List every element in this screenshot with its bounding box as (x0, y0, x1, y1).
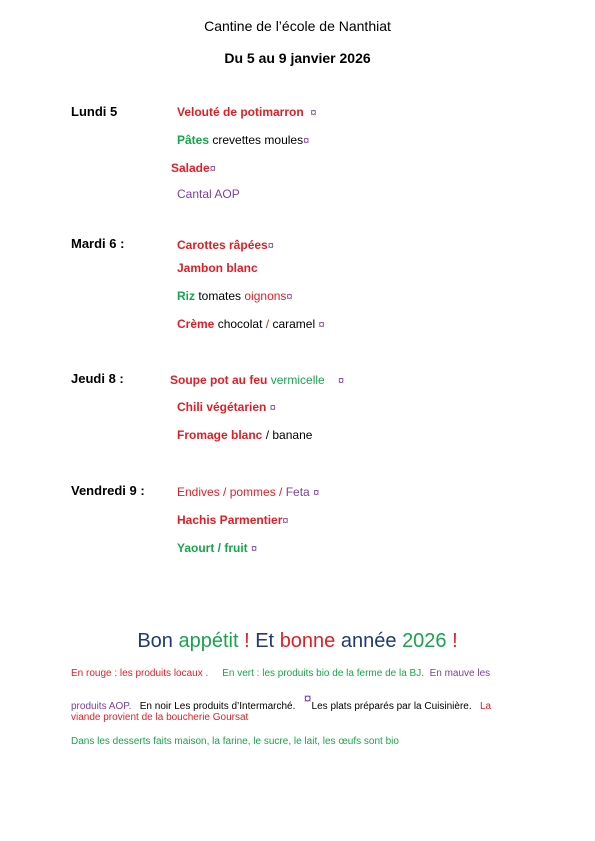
legend-black: En noir Les produits d’Intermarché. (139, 701, 296, 712)
legend-red: En rouge : les produits locaux . (71, 668, 209, 679)
greeting-word: Bon (137, 630, 173, 652)
dish-name: Carottes râpées (177, 238, 268, 252)
dish-lundi-2 (177, 133, 309, 147)
dish-mardi-1 (177, 238, 274, 252)
dish-jeudi-3 (177, 428, 312, 442)
day-label-jeudi: Jeudi 8 : (71, 371, 124, 386)
legend-green: En vert : les produits bio de la ferme de la BJ. (222, 668, 424, 679)
greeting-word: année (340, 630, 397, 652)
cook-symbol-icon: ¤ (338, 375, 345, 387)
cook-symbol-icon: ¤ (251, 543, 258, 555)
cook-symbol-icon: ¤ (269, 402, 276, 414)
dish-name: Velouté de potimarron (177, 105, 304, 119)
cook-symbol-icon: ¤ (209, 163, 216, 175)
menu-dates: Du 5 au 9 janvier 2026 (224, 50, 371, 66)
legend-mauve: produits AOP. (71, 701, 132, 712)
greeting-word: ! (452, 630, 458, 652)
dish-part: Feta (285, 485, 310, 499)
legend-meat: La (479, 701, 492, 712)
dish-vendredi-1 (177, 485, 319, 499)
dish-vendredi-3 (177, 541, 257, 555)
day-label-vendredi: Vendredi 9 : (71, 483, 145, 498)
greeting-word: Et (255, 630, 275, 652)
legend-mauve: En mauve les (429, 668, 491, 679)
dish-part: crevettes moules (212, 133, 304, 147)
dish-part: Crème (177, 317, 215, 331)
greeting-word: appétit (178, 630, 239, 652)
dish-name: Salade (171, 161, 210, 175)
dish-part: / (265, 317, 270, 331)
dish-part: oignons (244, 289, 287, 303)
dish-mardi-2 (177, 261, 258, 275)
greeting-word: bonne (279, 630, 336, 652)
dish-part: Riz (177, 289, 195, 303)
legend-bio: Dans les desserts faits maison, la farine, le sucre, le lait, les œufs sont bio (71, 736, 399, 747)
cook-symbol-icon: ¤ (318, 319, 325, 331)
dish-part: caramel (272, 317, 316, 331)
greeting-word: 2026 (402, 630, 447, 652)
dish-part: vermicelle (270, 373, 325, 387)
greeting (0, 630, 595, 653)
dish-part: Fromage blanc (177, 428, 263, 442)
cook-symbol-icon: ¤ (286, 291, 293, 303)
cook-symbol-icon: ¤ (313, 487, 320, 499)
dish-jeudi-1 (170, 373, 344, 387)
dish-vendredi-2 (177, 513, 289, 527)
dish-mardi-4 (177, 317, 325, 331)
cook-symbol-icon: ¤ (303, 690, 312, 706)
dish-part: Endives / pommes / (177, 485, 283, 499)
dish-lundi-1 (177, 105, 316, 119)
dish-part: Pâtes (177, 133, 210, 147)
dish-part: tomates (198, 289, 242, 303)
dish-name: Chili végétarien (177, 400, 267, 414)
dish-mardi-3 (177, 289, 293, 303)
day-label-mardi: Mardi 6 : (71, 236, 125, 251)
legend-line-2 (71, 690, 492, 712)
legend-line-3 (71, 712, 248, 723)
legend-cook: Les plats préparés par la Cuisinière. (311, 701, 472, 712)
page-title: Cantine de l’école de Nanthiat (204, 18, 391, 34)
cook-symbol-icon: ¤ (310, 107, 317, 119)
dish-name: Cantal AOP (177, 187, 240, 201)
dish-part: chocolat (217, 317, 263, 331)
dish-jeudi-2 (177, 400, 276, 414)
dish-name: Jambon blanc (177, 261, 258, 275)
dish-name: Yaourt / fruit (177, 541, 248, 555)
cook-symbol-icon: ¤ (303, 135, 310, 147)
greeting-word: ! (244, 630, 250, 652)
dish-lundi-3 (171, 161, 216, 175)
cook-symbol-icon: ¤ (282, 515, 289, 527)
legend-line-1 (71, 668, 490, 679)
dish-part: / banane (265, 428, 313, 442)
day-label-lundi: Lundi 5 (71, 104, 118, 119)
legend-line-4 (71, 736, 399, 747)
cook-symbol-icon: ¤ (267, 240, 274, 252)
dish-lundi-4 (177, 187, 240, 201)
dish-name: Hachis Parmentier (177, 513, 283, 527)
dish-part: Soupe pot au feu (170, 373, 268, 387)
legend-meat: viande provient de la boucherie Goursat (71, 712, 249, 723)
